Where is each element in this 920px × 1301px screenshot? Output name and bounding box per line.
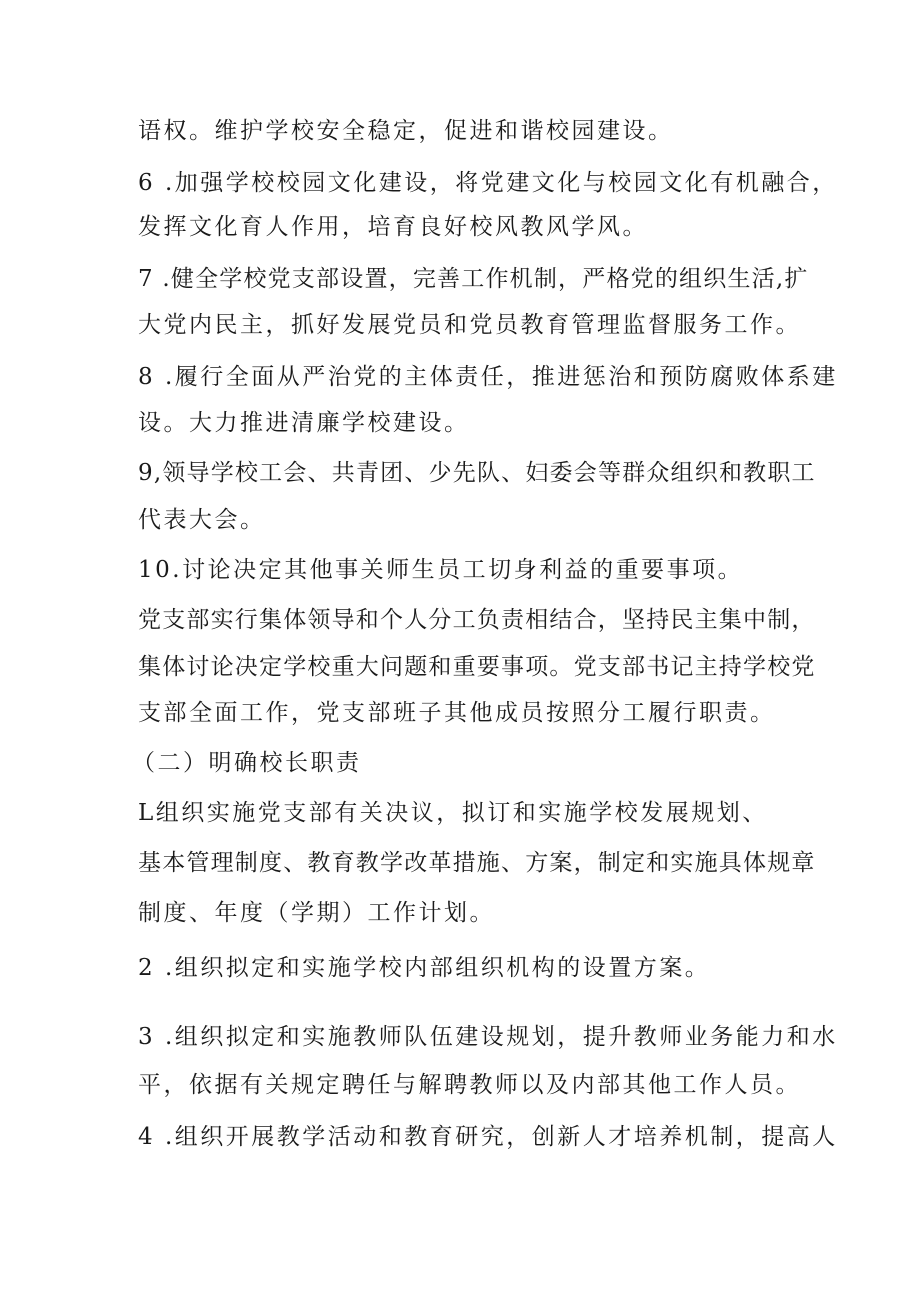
text-line: 4 .组织开展教学活动和教育研究，创新人才培养机制，提高人 xyxy=(138,1124,838,1150)
text-line: 集体讨论决定学校重大问题和重要事项。党支部书记主持学校党 xyxy=(138,654,816,680)
section-heading: （二）明确校长职责 xyxy=(132,750,362,776)
text-line: 发挥文化育人作用，培育良好校风教风学风。 xyxy=(138,214,648,240)
text-line: 8 .履行全面从严治党的主体责任，推进惩治和预防腐败体系建 xyxy=(138,364,838,390)
text-line: 6 .加强学校校园文化建设，将党建文化与校园文化有机融合， xyxy=(138,170,838,196)
text-line: 基本管理制度、教育教学改革措施、方案，制定和实施具体规章 xyxy=(138,850,816,876)
text-line: 党支部实行集体领导和个人分工负责相结合，坚持民主集中制， xyxy=(138,607,816,633)
text-line: 代表大会。 xyxy=(138,507,266,533)
text-line: 7 .健全学校党支部设置，完善工作机制，严格党的组织生活,扩 xyxy=(138,266,809,292)
text-line: 9,领导学校工会、共青团、少先队、妇委会等群众组织和教职工 xyxy=(138,460,816,486)
text-line: 平，依据有关规定聘任与解聘教师以及内部其他工作人员。 xyxy=(138,1072,801,1098)
text-line: 语权。维护学校安全稳定，促进和谐校园建设。 xyxy=(138,118,674,144)
text-line: 大党内民主，抓好发展党员和党员教育管理监督服务工作。 xyxy=(138,312,801,338)
text-line: L组织实施党支部有关决议，拟订和实施学校发展规划、 xyxy=(138,800,768,826)
text-line: 支部全面工作，党支部班子其他成员按照分工履行职责。 xyxy=(138,700,776,726)
text-line: 10.讨论决定其他事关师生员工切身利益的重要事项。 xyxy=(138,557,744,583)
text-line: 设。大力推进清廉学校建设。 xyxy=(138,410,470,436)
text-line: 3 .组织拟定和实施教师队伍建设规划，提升教师业务能力和水 xyxy=(138,1024,838,1050)
text-line: 2 .组织拟定和实施学校内部组织机构的设置方案。 xyxy=(138,955,711,981)
text-line: 制度、年度（学期）工作计划。 xyxy=(138,900,495,926)
